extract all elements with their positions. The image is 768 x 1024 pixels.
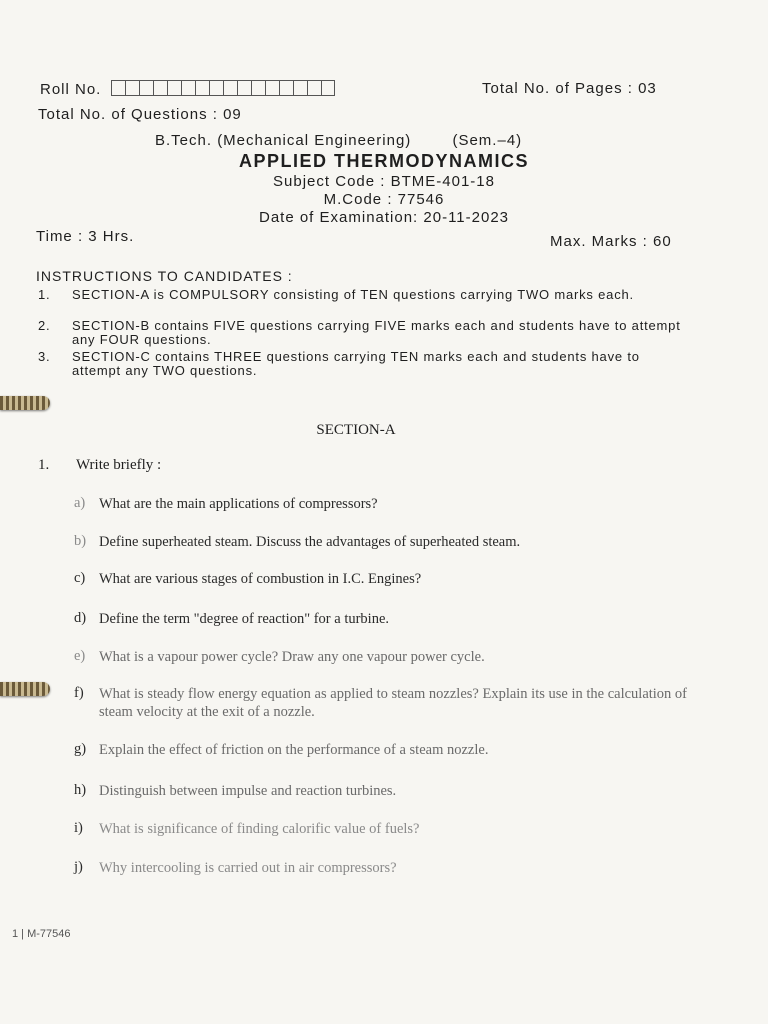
course-name: B.Tech. (Mechanical Engineering)	[155, 132, 412, 149]
semester: (Sem.–4)	[452, 132, 523, 149]
question-number: 1.	[38, 457, 50, 473]
question-intro: Write briefly :	[76, 457, 162, 473]
max-marks: Max. Marks : 60	[550, 233, 672, 250]
question-item: b) Define superheated steam. Discuss the advantages of superheated steam.	[74, 533, 521, 550]
instructions-title: INSTRUCTIONS TO CANDIDATES :	[36, 268, 293, 284]
binder-ring-bottom	[0, 682, 50, 696]
roll-no-label: Roll No.	[40, 80, 102, 98]
subject-title: APPLIED THERMODYNAMICS	[238, 151, 529, 171]
total-pages: Total No. of Pages : 03	[482, 80, 657, 97]
binder-ring-top	[0, 396, 50, 410]
question-item: e) What is a vapour power cycle? Draw any one vapour power cycle.	[74, 648, 485, 665]
time-allowed: Time : 3 Hrs.	[36, 228, 135, 245]
instruction-item: 2. SECTION-B contains FIVE questions carrying FIVE marks each and students have to attempt any FOUR questions.	[38, 318, 681, 347]
roll-no-field	[40, 80, 335, 100]
instruction-item: 1. SECTION-A is COMPULSORY consisting of TEN questions carrying TWO marks each.	[38, 287, 634, 302]
question-item: c) What are various stages of combustion in I.C. Engines?	[74, 570, 422, 587]
question-item: j) Why intercooling is carried out in air compressors?	[74, 859, 397, 876]
course-line	[155, 132, 522, 149]
m-code: M.Code : 77546	[323, 191, 445, 208]
instruction-item: 3. SECTION-C contains THREE questions carrying TEN marks each and students have to attempt any TWO questions.	[38, 349, 640, 378]
subject-code: Subject Code : BTME-401-18	[273, 173, 495, 190]
question-item: i) What is significance of finding calorific value of fuels?	[74, 820, 420, 837]
question-item: g) Explain the effect of friction on the performance of a steam nozzle.	[74, 741, 489, 758]
total-questions: Total No. of Questions : 09	[38, 106, 242, 123]
roll-no-boxes	[111, 80, 335, 100]
question-item: a) What are the main applications of compressors?	[74, 495, 378, 512]
page-reference: 1 | M-77546	[12, 928, 71, 940]
question-item: h) Distinguish between impulse and reaction turbines.	[74, 782, 397, 799]
section-a-title: SECTION-A	[316, 422, 396, 438]
exam-date: Date of Examination: 20-11-2023	[258, 209, 510, 226]
question-item: f) What is steady flow energy equation as applied to steam nozzles? Explain its use in the calculation of steam velocity at the exit of a nozzle.	[74, 685, 688, 720]
question-item: d) Define the term "degree of reaction" for a turbine.	[74, 610, 390, 627]
